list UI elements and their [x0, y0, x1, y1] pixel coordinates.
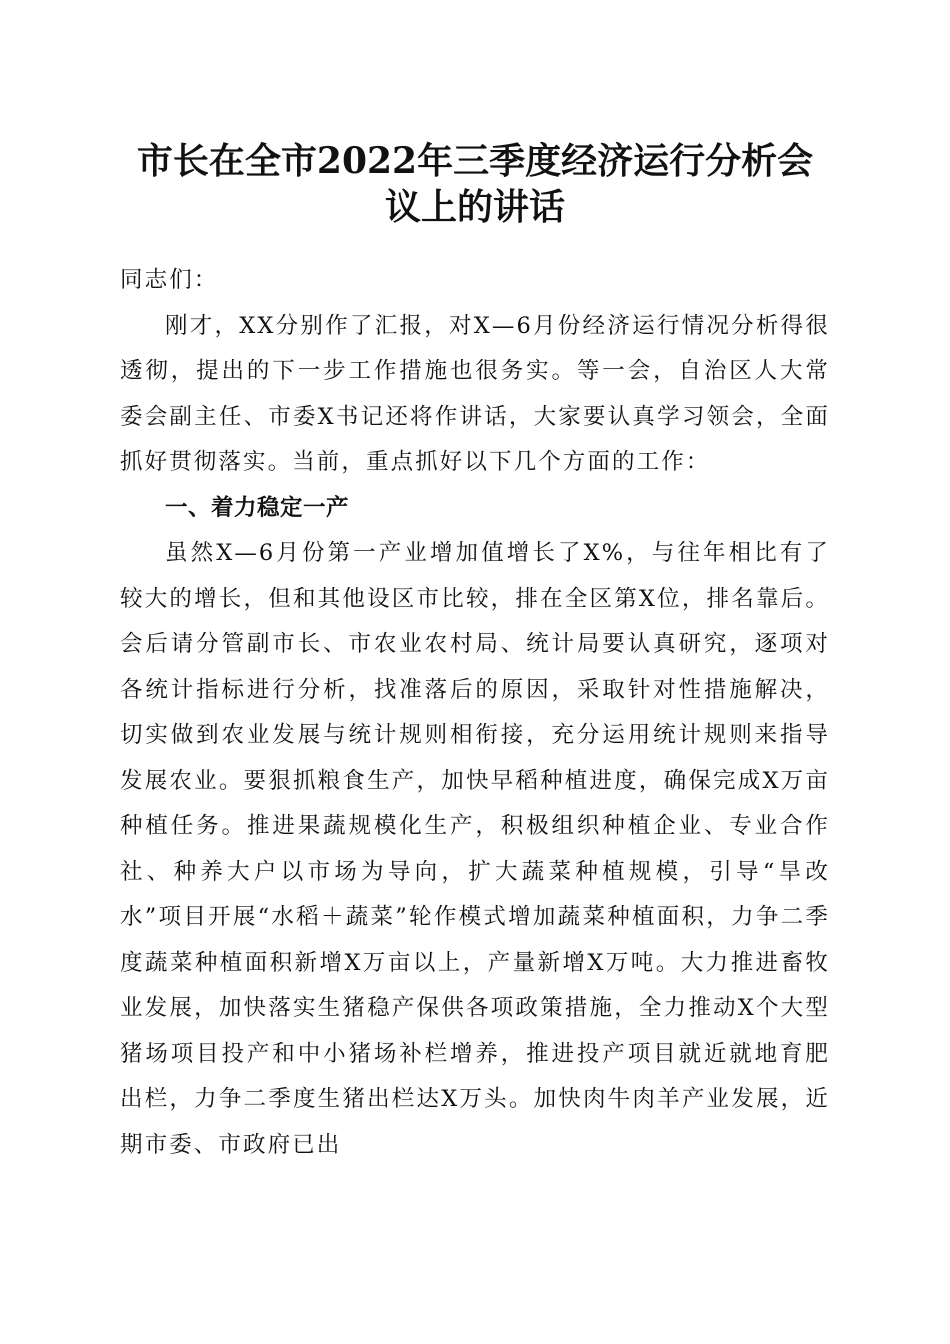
document-title: 市长在全市2022年三季度经济运行分析会议上的讲话 [136, 140, 814, 228]
salutation: 同志们： [120, 267, 219, 293]
paragraph-intro: 刚才，XX分别作了汇报，对X—6月份经济运行情况分析得很透彻，提出的下一步工作措施也很务实。等一会，自治区人大常委会副主任、市委X书记还将作讲话，大家要认真学习领会，全面抓好贯彻落实。当前，重点抓好以下几个方面的工作： [120, 312, 830, 475]
document-body [120, 258, 830, 1168]
paragraph-section-1: 虽然X—6月份第一产业增加值增长了X%，与往年相比有了较大的增长，但和其他设区市比较，排在全区第X位，排名靠后。会后请分管副市长、市农业农村局、统计局要认真研究，逐项对各统计指标进行分析，找准落后的原因，采取针对性措施解决，切实做到农业发展与统计规则相衔接，充分运用统计规则来指导发展农业。要狠抓粮食生产，加快早稻种植进度，确保完成X万亩种植任务。推进果蔬规模化生产，积极组织种植企业、专业合作社、种养大户以市场为导向，扩大蔬菜种植规模，引导“旱改水”项目开展“水稻＋蔬菜”轮作模式增加蔬菜种植面积，力争二季度蔬菜种植面积新增X万亩以上，产量新增X万吨。大力推进畜牧业发展，加快落实生猪稳产保供各项政策措施，全力推动X个大型猪场项目投产和中小猪场补栏增养，推进投产项目就近就地育肥出栏，力争二季度生猪出栏达X万头。加快肉牛肉羊产业发展，近期市委、市政府已出 [120, 540, 830, 1158]
section-heading: 一、着力稳定一产 [165, 494, 350, 521]
